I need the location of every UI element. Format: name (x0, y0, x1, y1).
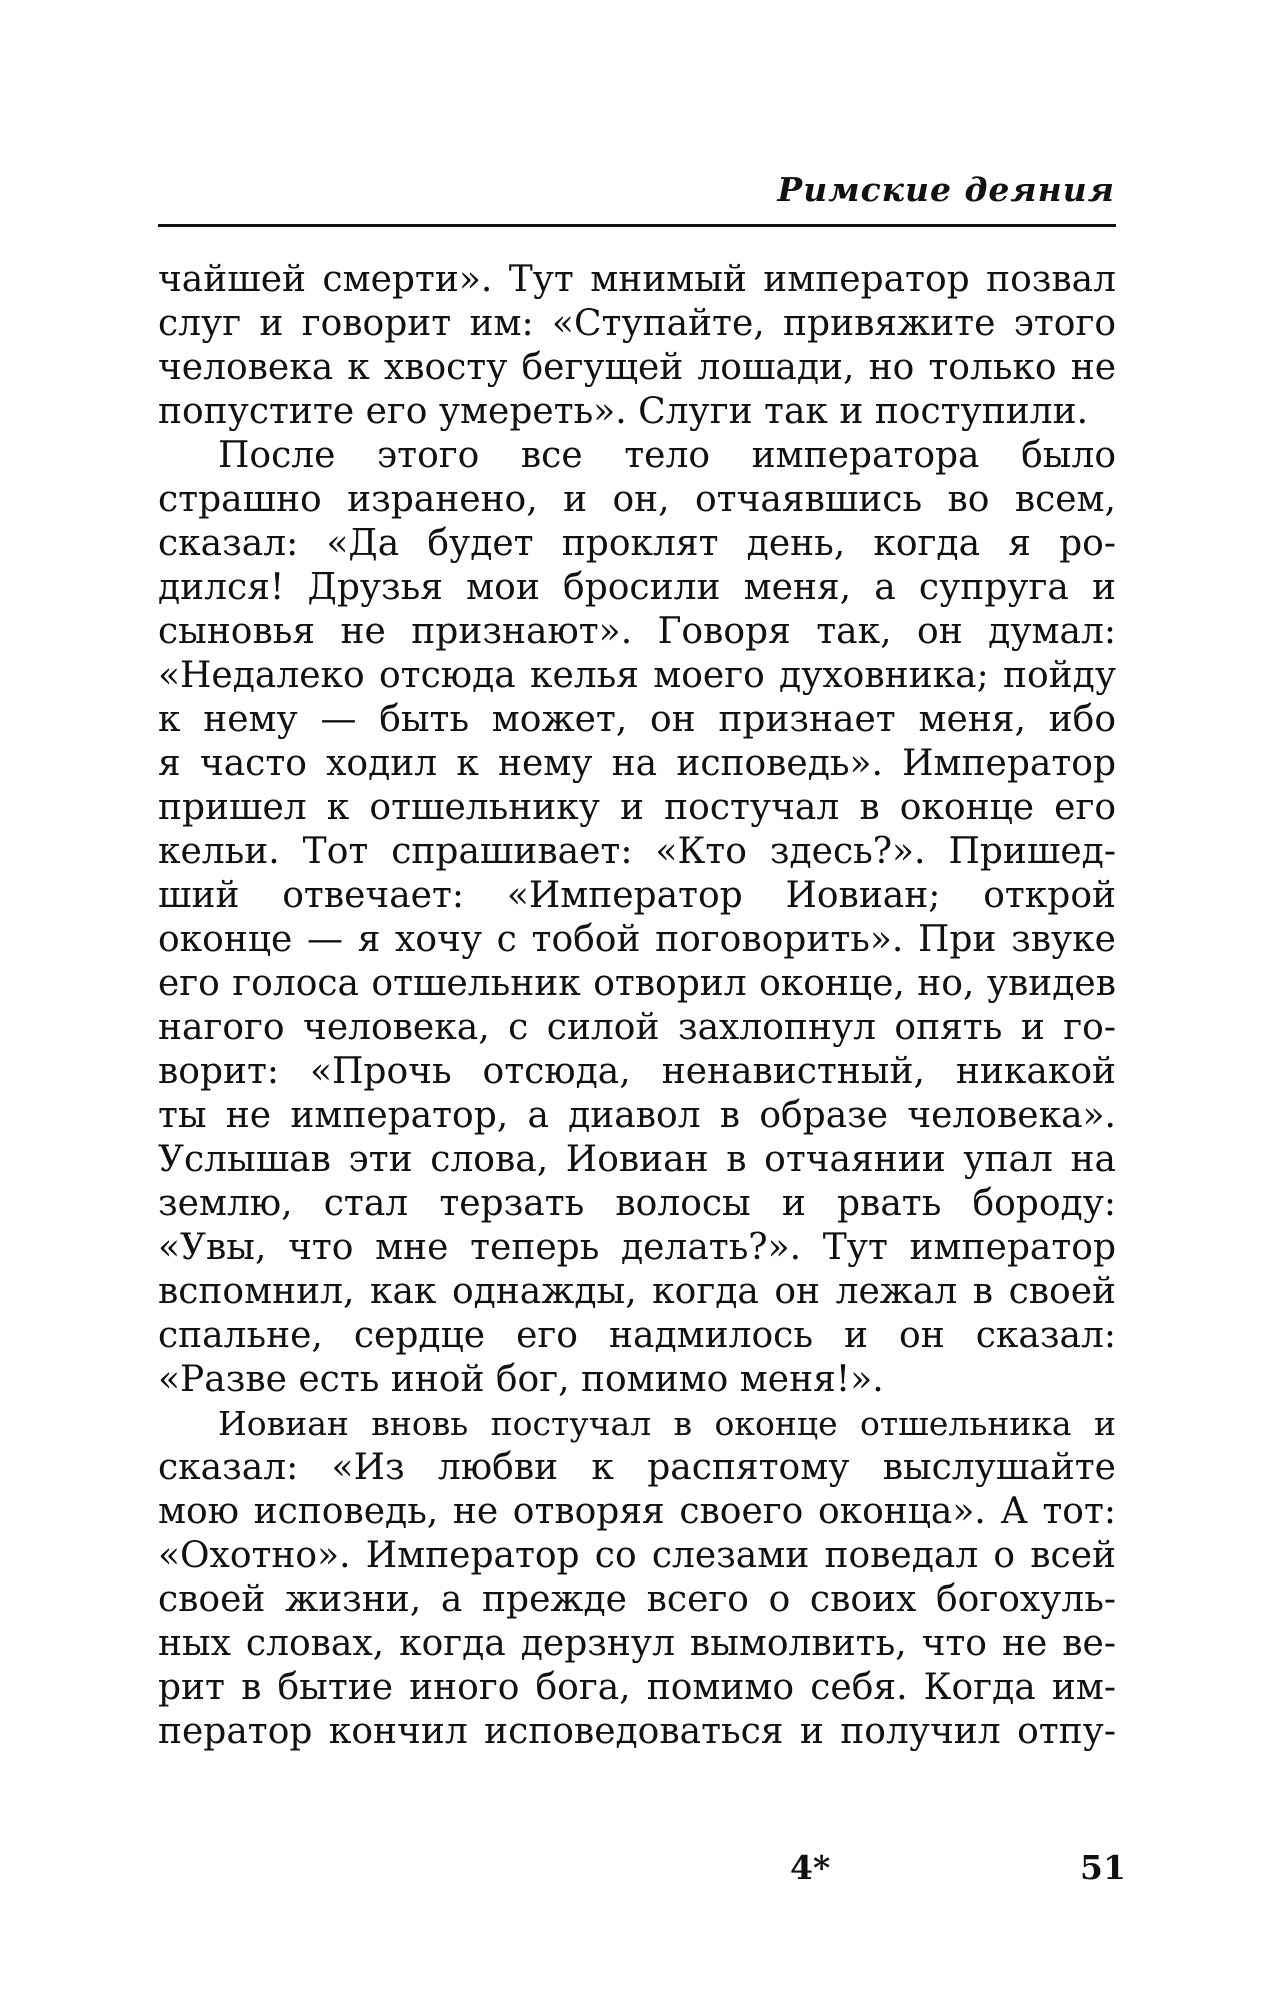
text-line: пришел к отшельнику и постучал в оконце его (158, 787, 1116, 828)
text-line: сыновья не признают». Говоря так, он думал: (158, 611, 1116, 652)
text-line: землю, стал терзать волосы и рвать бороду: (158, 1183, 1116, 1224)
text-line: «Недалеко отсюда келья моего духовника; пойду (158, 655, 1116, 696)
printer-signature-mark: 4* (790, 1848, 831, 1887)
text-line: своей жизни, а прежде всего о своих богохуль- (158, 1579, 1116, 1620)
text-line: слуг и говорит им: «Ступайте, привяжите этого (158, 303, 1116, 344)
text-line: сказал: «Из любви к распятому выслушайте (158, 1447, 1116, 1488)
text-line: попустите его умереть». Слуги так и поступили. (158, 391, 1089, 432)
text-line: я часто ходил к нему на исповедь». Император (158, 743, 1116, 784)
text-line: оконце — я хочу с тобой поговорить». При звуке (158, 919, 1116, 960)
text-line: «Охотно». Император со слезами поведал о всей (158, 1535, 1116, 1576)
text-line: «Увы, что мне теперь делать?». Тут император (158, 1227, 1116, 1268)
text-line: сказал: «Да будет проклят день, когда я ро- (158, 523, 1116, 564)
text-line: ворит: «Прочь отсюда, ненавистный, никакой (158, 1051, 1116, 1092)
text-line: ператор кончил исповедоваться и получил отпу- (158, 1711, 1116, 1752)
text-line: вспомнил, как однажды, когда он лежал в своей (158, 1271, 1116, 1312)
page-number: 51 (1080, 1848, 1126, 1887)
text-line: ных словах, когда дерзнул вымолвить, что не ве- (158, 1623, 1116, 1664)
text-line: спальне, сердце его надмилось и он сказал: (158, 1315, 1116, 1356)
text-line: к нему — быть может, он признает меня, ибо (158, 699, 1116, 740)
running-head: Римские деяния (777, 170, 1115, 209)
text-line: дился! Друзья мои бросили меня, а супруга и (158, 567, 1116, 608)
text-line: Иовиан вновь постучал в оконце отшельника и (218, 1404, 1116, 1443)
text-line: нагого человека, с силой захлопнул опять и го- (158, 1007, 1116, 1048)
text-line: ший отвечает: «Император Иовиан; открой (158, 875, 1116, 916)
text-line: его голоса отшельник отворил оконце, но, увидев (158, 963, 1116, 1004)
text-line: «Разве есть иной бог, помимо меня!». (158, 1359, 884, 1400)
text-line: кельи. Тот спрашивает: «Кто здесь?». Пришед- (158, 831, 1116, 872)
header-rule (158, 224, 1116, 227)
text-line: мою исповедь, не отворяя своего оконца». А тот: (158, 1491, 1116, 1532)
text-line: чайшей смерти». Тут мнимый император позвал (158, 259, 1116, 300)
text-line: рит в бытие иного бога, помимо себя. Когда им- (158, 1667, 1116, 1708)
text-line: страшно изранено, и он, отчаявшись во всем, (158, 479, 1116, 520)
text-line: ты не император, а диавол в образе человека». (158, 1095, 1116, 1136)
body-text (158, 258, 1116, 1754)
text-line: человека к хвосту бегущей лошади, но только не (158, 347, 1116, 388)
text-line: После этого все тело императора было (218, 435, 1116, 476)
text-line: Услышав эти слова, Иовиан в отчаянии упал на (158, 1139, 1116, 1180)
